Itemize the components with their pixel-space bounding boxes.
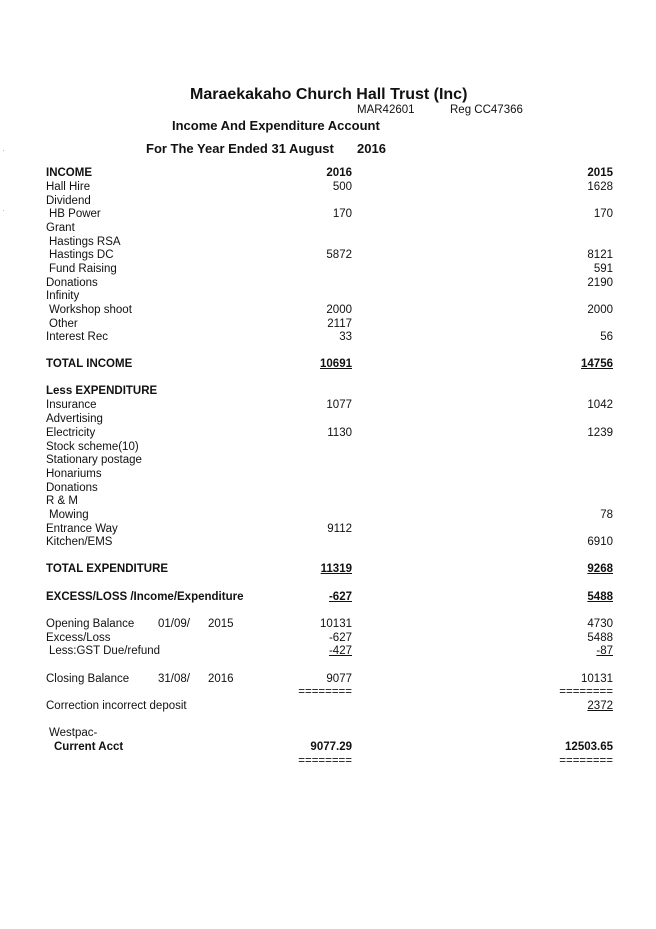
value-2015: 170 (593, 208, 613, 220)
row-label: TOTAL INCOME (46, 358, 133, 370)
value-2016: 5872 (326, 249, 352, 261)
row-label: Less EXPENDITURE (46, 385, 158, 397)
table-row (0, 195, 656, 209)
table-row (0, 318, 656, 332)
table-row (0, 167, 656, 181)
row-label: Insurance (46, 399, 97, 411)
value-2016: 9077 (326, 673, 352, 685)
org-name: Maraekakaho Church Hall Trust (Inc) (190, 86, 468, 103)
table-row (0, 222, 656, 236)
table-row (0, 523, 656, 537)
value-2015: 4730 (587, 618, 613, 630)
value-2016: 2000 (326, 304, 352, 316)
row-label: Interest Rec (46, 331, 108, 343)
value-2015: 1239 (587, 427, 613, 439)
row-label: Hastings DC (49, 249, 114, 261)
table-row (0, 413, 656, 427)
row-label: EXCESS/LOSS /Income/Expenditure (46, 591, 244, 603)
value-2016: 170 (332, 208, 352, 220)
statement-title: Income And Expenditure Account (172, 118, 380, 133)
row-label: Donations (46, 277, 98, 289)
row-label: Donations (46, 482, 98, 494)
table-row (0, 536, 656, 550)
value-2015: ======== (559, 686, 613, 698)
row-label: Workshop shoot (49, 304, 132, 316)
row-label: Hastings RSA (49, 236, 121, 248)
table-row (0, 181, 656, 195)
value-2016: 9077.29 (310, 741, 352, 753)
value-2016: 10131 (320, 618, 352, 630)
row-label: Excess/Loss (46, 632, 111, 644)
row-label: Fund Raising (49, 263, 117, 275)
row-label: Stationary postage (46, 454, 142, 466)
value-2016: 1077 (326, 399, 352, 411)
table-row (0, 755, 656, 769)
value-2015: 9268 (587, 563, 613, 575)
value-2016: -627 (328, 632, 352, 644)
value-2016: -427 (328, 645, 352, 657)
value-2015: 2015 (587, 167, 613, 179)
table-row (0, 290, 656, 304)
value-2015: 6910 (587, 536, 613, 548)
table-row (0, 277, 656, 291)
table-row (0, 482, 656, 496)
scan-mark (3, 210, 4, 211)
table-row (0, 468, 656, 482)
table-row (0, 249, 656, 263)
value-2015: 8121 (587, 249, 613, 261)
table-row (0, 304, 656, 318)
value-2015: 1628 (587, 181, 613, 193)
row-label: Electricity (46, 427, 96, 439)
table-row (0, 618, 656, 632)
row-label: Dividend (46, 195, 91, 207)
value-2015: 10131 (581, 673, 613, 685)
table-row (0, 454, 656, 468)
table-row (0, 358, 656, 372)
balance-date: 01/09/ (158, 618, 190, 630)
value-2015: -87 (596, 645, 613, 657)
value-2016: 1130 (327, 427, 352, 439)
row-label: Advertising (46, 413, 103, 425)
value-2016: 33 (339, 331, 352, 343)
value-2016: ======== (298, 755, 352, 767)
period-label: For The Year Ended 31 August (146, 141, 334, 156)
table-row (0, 236, 656, 250)
value-2015: ======== (559, 755, 613, 767)
value-2016: 9112 (327, 523, 352, 535)
table-row (0, 208, 656, 222)
row-label: Correction incorrect deposit (46, 700, 187, 712)
row-label: Mowing (49, 509, 89, 521)
table-row (0, 509, 656, 523)
value-2016: ======== (298, 686, 352, 698)
value-2016: 10691 (320, 358, 352, 370)
table-row (0, 632, 656, 646)
table-row (0, 563, 656, 577)
scan-mark (3, 150, 4, 151)
row-label: Opening Balance (46, 618, 135, 630)
table-row (0, 495, 656, 509)
table-row (0, 399, 656, 413)
row-label: TOTAL EXPENDITURE (46, 563, 169, 575)
row-label: Honariums (46, 468, 102, 480)
table-row (0, 741, 656, 755)
value-2015: 5488 (587, 632, 613, 644)
value-2015: 591 (593, 263, 613, 275)
value-2015: 2372 (587, 700, 613, 712)
row-label: Stock scheme(10) (46, 441, 139, 453)
table-row (0, 427, 656, 441)
value-2015: 78 (600, 509, 613, 521)
value-2015: 5488 (587, 591, 613, 603)
row-label: Closing Balance (46, 673, 130, 685)
balance-year: 2015 (208, 618, 234, 630)
row-label: Entrance Way (46, 523, 118, 535)
row-label: Grant (46, 222, 75, 234)
value-2016: 2117 (327, 318, 352, 330)
row-label: Current Acct (54, 741, 124, 753)
row-label: Less:GST Due/refund (49, 645, 161, 657)
org-code: MAR42601 (357, 104, 415, 116)
row-label: HB Power (49, 208, 101, 220)
period-year: 2016 (357, 141, 386, 156)
table-row (0, 591, 656, 605)
value-2015: 2000 (587, 304, 613, 316)
table-row (0, 645, 656, 659)
value-2015: 12503.65 (565, 741, 613, 753)
table-row (0, 686, 656, 700)
table-row (0, 673, 656, 687)
value-2016: 11319 (320, 563, 352, 575)
row-label: Westpac- (49, 727, 98, 739)
value-2015: 2190 (587, 277, 613, 289)
value-2016: -627 (328, 591, 352, 603)
value-2015: 1042 (587, 399, 613, 411)
table-row (0, 331, 656, 345)
row-label: Hall Hire (46, 181, 91, 193)
value-2016: 2016 (326, 167, 352, 179)
row-label: INCOME (46, 167, 92, 179)
registration-number: Reg CC47366 (450, 104, 523, 116)
row-label: Kitchen/EMS (46, 536, 113, 548)
table-row (0, 385, 656, 399)
value-2015: 14756 (581, 358, 613, 370)
value-2015: 56 (600, 331, 613, 343)
value-2016: 500 (332, 181, 352, 193)
table-row (0, 441, 656, 455)
table-row (0, 727, 656, 741)
row-label: Other (49, 318, 78, 330)
balance-date: 31/08/ (158, 673, 190, 685)
balance-year: 2016 (208, 673, 234, 685)
row-label: Infinity (46, 290, 80, 302)
row-label: R & M (46, 495, 78, 507)
table-row (0, 263, 656, 277)
table-row (0, 700, 656, 714)
